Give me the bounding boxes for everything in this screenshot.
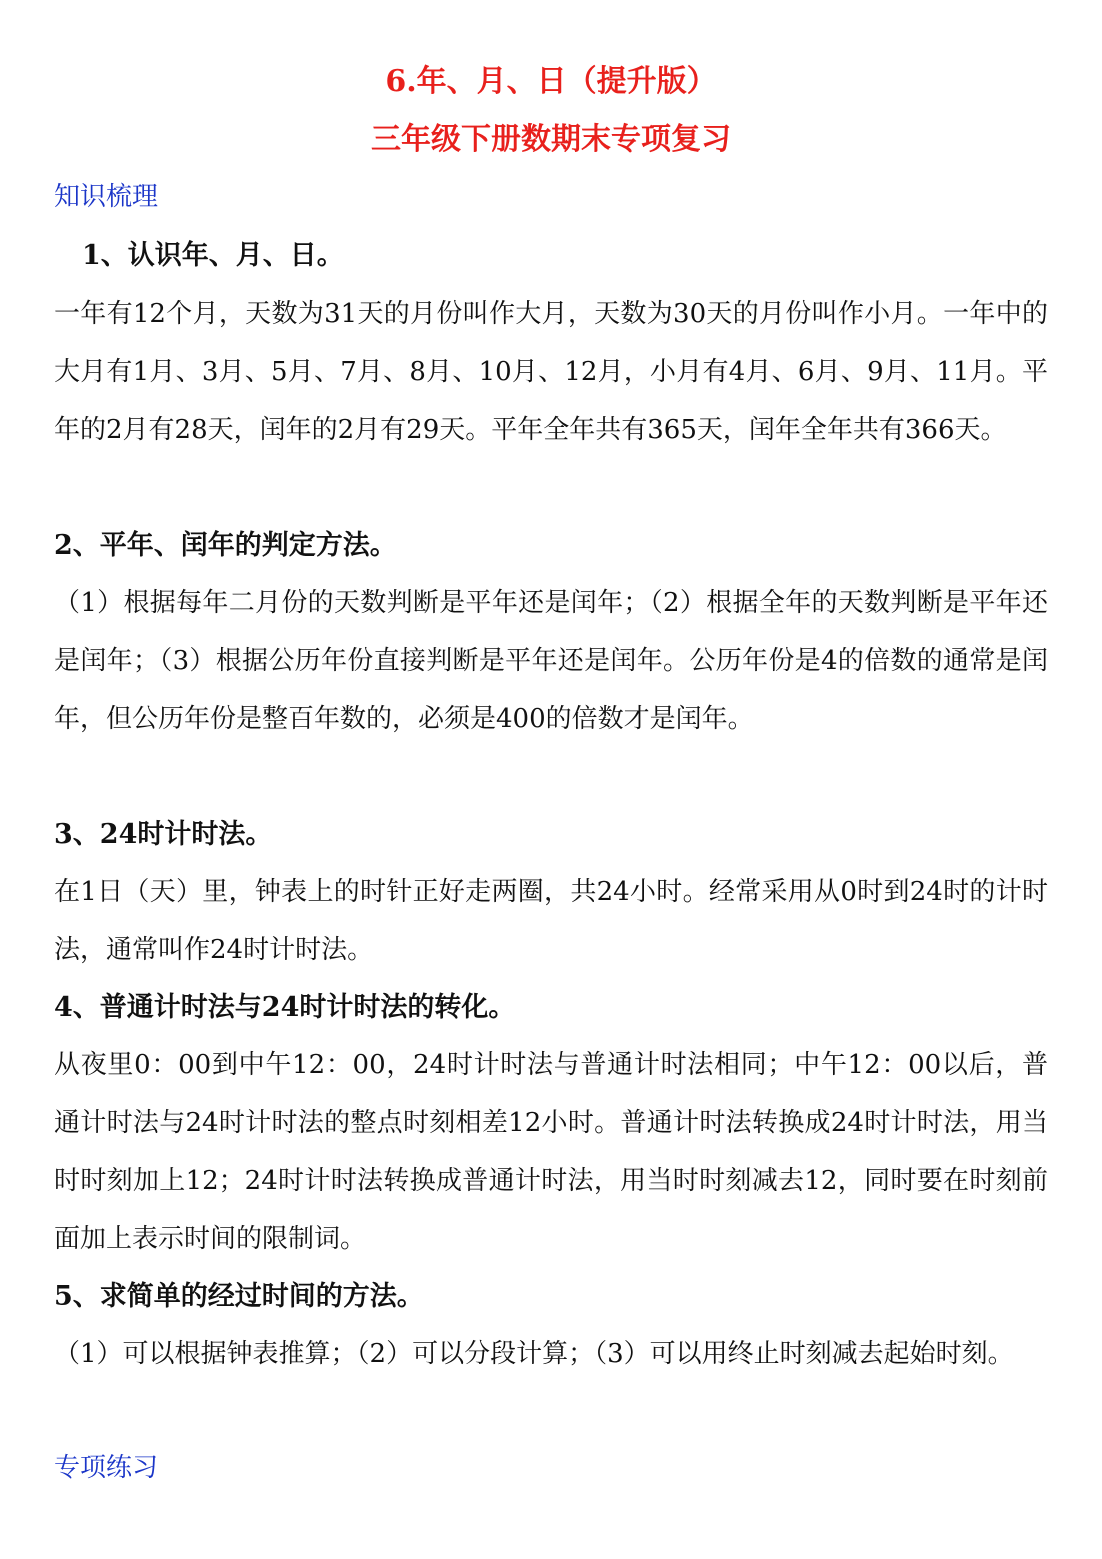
- item-2-heading: 2、平年、闰年的判定方法。: [54, 530, 397, 561]
- document-title: 6.年、月、日（提升版）: [385, 64, 717, 99]
- section-knowledge-label: 知识梳理: [54, 182, 159, 212]
- item-4-body: 从夜里0：00到中午12：00，24时计时法与普通计时法相同；中午12：00以后，普通计时法与24时计时法的整点时刻相差12小时。普通计时法转换成24时计时法，用当时时刻加上12；24时计时法转换成普通计时法，用当时时刻减去12，同时要在时刻前面加上表示时间的限制词。: [54, 1050, 1048, 1254]
- item-3-body: 在1日（天）里，钟表上的时针正好走两圈，共24小时。经常采用从0时到24时的计时法，通常叫作24时计时法。: [54, 877, 1048, 965]
- item-5-body: （1）可以根据钟表推算；（2）可以分段计算；（3）可以用终止时刻减去起始时刻。: [54, 1339, 1014, 1369]
- section-practice-label: 专项练习: [54, 1453, 159, 1483]
- item-5-heading: 5、求简单的经过时间的方法。: [54, 1281, 424, 1312]
- item-4-heading: 4、普通计时法与24时计时法的转化。: [54, 992, 516, 1023]
- item-1-body: 一年有12个月，天数为31天的月份叫作大月，天数为30天的月份叫作小月。一年中的大月有1月、3月、5月、7月、8月、10月、12月，小月有4月、6月、9月、11月。平年的2月有28天，闰年的2月有29天。平年全年共有365天，闰年全年共有366天。: [54, 299, 1048, 445]
- item-2-body: （1）根据每年二月份的天数判断是平年还是闰年；（2）根据全年的天数判断是平年还是闰年；（3）根据公历年份直接判断是平年还是闰年。公历年份是4的倍数的通常是闰年，但公历年份是整百年数的，必须是400的倍数才是闰年。: [54, 588, 1048, 734]
- item-3-heading: 3、24时计时法。: [54, 819, 273, 850]
- item-1-heading: 1、认识年、月、日。: [82, 240, 344, 271]
- document-subtitle: 三年级下册数期末专项复习: [371, 122, 731, 157]
